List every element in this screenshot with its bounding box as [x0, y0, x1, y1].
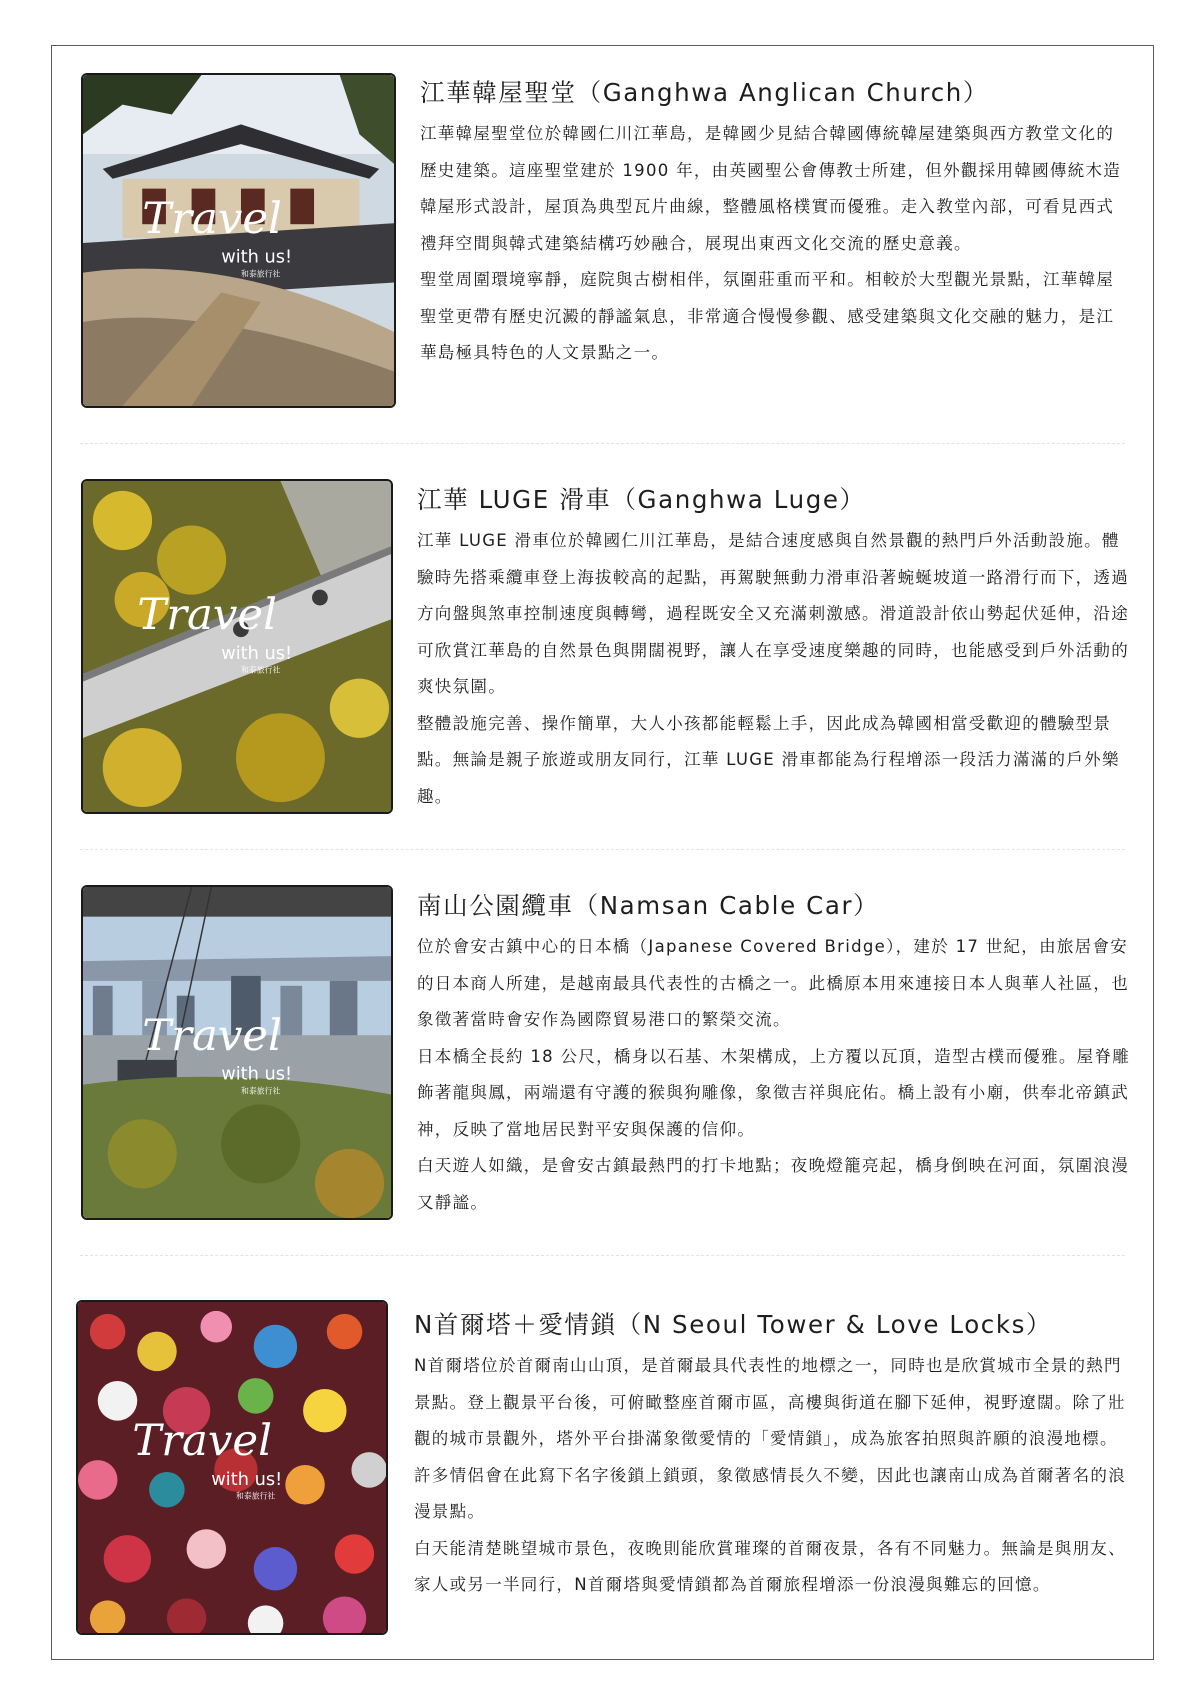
section-title: 江華 LUGE 滑車（Ganghwa Luge）	[417, 485, 866, 514]
church-photo	[81, 73, 396, 408]
watermark-travel: Travel	[142, 194, 282, 245]
section-text	[417, 483, 1132, 815]
page-frame	[51, 45, 1154, 1660]
section-paragraph: 白天遊人如織，是會安古鎮最熱門的打卡地點；夜晚燈籠亮起，橋身倒映在河面，氛圍浪漫又靜謐。	[417, 1156, 1129, 1212]
section-paragraph: 白天能清楚眺望城市景色，夜晚則能欣賞璀璨的首爾夜景，各有不同魅力。無論是與朋友、家人或另一半同行，N首爾塔與愛情鎖都為首爾旅程增添一份浪漫與難忘的回憶。	[414, 1538, 1126, 1594]
watermark-travel: Travel	[142, 1011, 282, 1062]
love-locks-photo	[76, 1300, 388, 1635]
luge-photo	[81, 479, 393, 814]
section-title: 江華韓屋聖堂（Ganghwa Anglican Church）	[420, 78, 989, 107]
watermark-travel: Travel	[132, 1416, 273, 1467]
section-paragraph: N首爾塔位於首爾南山山頂，是首爾最具代表性的地標之一，同時也是欣賞城市全景的熱門景點。登上觀景平台後，可俯瞰整座首爾市區，高樓與街道在腳下延伸，視野遼闊。除了壯觀的城市景觀外，塔外平台掛滿象徵愛情的「愛情鎖」，成為旅客拍照與許願的浪漫地標。許多情侶會在此寫下名字後鎖上鎖頭，象徵感情長久不變，因此也讓南山成為首爾著名的浪漫景點。	[414, 1356, 1126, 1521]
watermark-travel: Travel	[137, 590, 278, 641]
section-paragraph: 江華 LUGE 滑車位於韓國仁川江華島，是結合速度感與自然景觀的熱門戶外活動設施。體驗時先搭乘纜車登上海拔較高的起點，再駕駛無動力滑車沿著蜿蜒坡道一路滑行而下，透過方向盤與煞車控制速度與轉彎，過程既安全又充滿刺激感。滑道設計依山勢起伏延伸，沿途可欣賞江華島的自然景色與開闊視野，讓人在享受速度樂趣的同時，也能感受到戶外活動的爽快氛圍。	[417, 531, 1129, 696]
section-text	[420, 76, 1130, 372]
watermark-agency: 和泰旅行社	[240, 269, 281, 279]
section-divider	[80, 1255, 1125, 1256]
watermark-with-us: with us!	[221, 247, 293, 268]
watermark-with-us: with us!	[221, 1064, 293, 1085]
section-divider	[80, 849, 1125, 850]
section-divider	[80, 443, 1125, 444]
section-paragraph: 位於會安古鎮中心的日本橋（Japanese Covered Bridge），建於 17 世紀，由旅居會安的日本商人所建，是越南最具代表性的古橋之一。此橋原本用來連接日本人與華人社區，也象徵著當時會安作為國際貿易港口的繁榮交流。	[417, 937, 1129, 1029]
watermark-with-us: with us!	[211, 1469, 283, 1490]
watermark-agency: 和泰旅行社	[235, 1491, 276, 1501]
section-title: N首爾塔＋愛情鎖（N Seoul Tower & Love Locks）	[414, 1310, 1053, 1339]
section-title: 南山公園纜車（Namsan Cable Car）	[417, 891, 880, 920]
watermark-agency: 和泰旅行社	[240, 1086, 281, 1096]
section-text	[414, 1308, 1132, 1604]
cable-car-photo	[81, 885, 393, 1220]
section-text	[417, 889, 1132, 1221]
section-paragraph: 整體設施完善、操作簡單，大人小孩都能輕鬆上手，因此成為韓國相當受歡迎的體驗型景點。無論是親子旅遊或朋友同行，江華 LUGE 滑車都能為行程增添一段活力滿滿的戶外樂趣。	[417, 713, 1120, 806]
watermark-with-us: with us!	[221, 643, 293, 664]
section-paragraph: 聖堂周圍環境寧靜，庭院與古樹相伴，氛圍莊重而平和。相較於大型觀光景點，江華韓屋聖堂更帶有歷史沉澱的靜謐氣息，非常適合慢慢參觀、感受建築與文化交融的魅力，是江華島極具特色的人文景點之一。	[420, 270, 1115, 362]
watermark-agency: 和泰旅行社	[240, 665, 281, 675]
section-paragraph: 日本橋全長約 18 公尺，橋身以石基、木架構成，上方覆以瓦頂，造型古樸而優雅。屋脊雕飾著龍與鳳，兩端還有守護的猴與狗雕像，象徵吉祥與庇佑。橋上設有小廟，供奉北帝鎮武神，反映了當地居民對平安與保護的信仰。	[417, 1046, 1131, 1139]
section-paragraph: 江華韓屋聖堂位於韓國仁川江華島，是韓國少見結合韓國傳統韓屋建築與西方教堂文化的歷史建築。這座聖堂建於 1900 年，由英國聖公會傳教士所建，但外觀採用韓國傳統木造韓屋形式設計，屋頂為典型瓦片曲線，整體風格樸實而優雅。走入教堂內部，可看見西式禮拜空間與韓式建築結構巧妙融合，展現出東西文化交流的歷史意義。	[420, 124, 1122, 253]
